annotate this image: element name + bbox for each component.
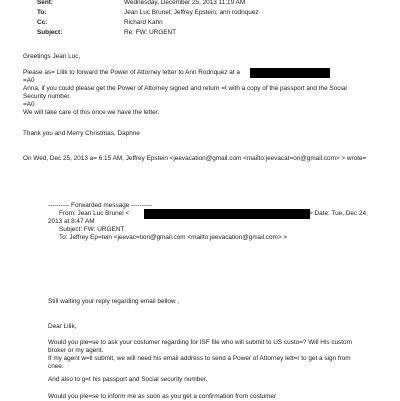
greeting: Greetings Jean Luc, — [23, 53, 81, 60]
message-paragraph-3: And also to g=t his passport and Social security number. — [48, 376, 208, 383]
body-line-5: =A0 — [23, 101, 35, 108]
to-value: Jean Luc Brunel; Jeffrey Epstein; ann rodriquez — [124, 9, 259, 16]
body-line-2: =A0 — [23, 77, 35, 84]
body-line-3: Anna, if you could please get the Power of Attorney signed and return =t with a copy of the passport and the Social — [23, 85, 347, 92]
forwarded-date-cont: 2013 at 8:47 AM — [48, 218, 95, 225]
sent-label: Sent: — [37, 0, 53, 6]
quote-line: On Wed, Dec 25, 2013 a= 6:15 AM, Jeffrey Epstein <jeevacation@gmail.com <mailto:jeevacat=on@gmail.com> > wrote= — [23, 155, 367, 162]
message-paragraph-2a: If my agent w=ll submit, we will need his email address to send a Power of Attorney lett=r to get a sign from — [48, 355, 351, 362]
body-line-6: We will take care of this once we have the letter. — [23, 109, 160, 116]
forwarded-date: > Date: Tue, Dec 24, — [309, 210, 368, 217]
forwarded-from: From: Jean Luc Brunel < — [59, 210, 130, 217]
message-paragraph-2b: cnee. — [48, 363, 64, 370]
body-line-4: Security number. — [23, 93, 71, 100]
message-salutation: Dear Lilik, — [48, 323, 77, 330]
message-paragraph-1a: Would you ple=se to ask your costumer regarding for ISF file who will submit to US custo=? Will His custom — [48, 339, 352, 346]
redaction-box — [144, 209, 310, 219]
message-paragraph-4: Would you ple=se to inform me as soon as you get a confirmation from costumer — [48, 393, 277, 400]
message-paragraph-1b: broker or my agent. — [48, 347, 104, 354]
redaction-box — [250, 68, 330, 78]
forwarded-to: To: Jeffrey Ep=tein <jeevac=tion@gmail.com <mailto:jeevacation@gmail.com> > — [59, 234, 288, 241]
thanks-line: Thank you and Merry Christmas, Daphne — [23, 130, 140, 137]
cc-label: Cc: — [37, 19, 48, 26]
forwarded-subject: Subject: FW: URGENT — [59, 226, 125, 233]
subject-label: Subject: — [37, 29, 63, 36]
cc-value: Richard Kahn — [124, 19, 163, 26]
message-waiting: Still waiting your reply regarding email bellow , — [48, 298, 180, 305]
forwarded-divider: ---------- Forwarded message ---------- — [48, 202, 153, 209]
to-label: To: — [37, 9, 47, 16]
subject-value: Re: FW: URGENT — [124, 29, 177, 36]
sent-value: Wednesday, December 25, 2013 11:19 AM — [124, 0, 246, 6]
body-line-1: Please as= Lilik to forward the Power of Attorney letter to Ann Rodriquez at a — [23, 69, 240, 76]
